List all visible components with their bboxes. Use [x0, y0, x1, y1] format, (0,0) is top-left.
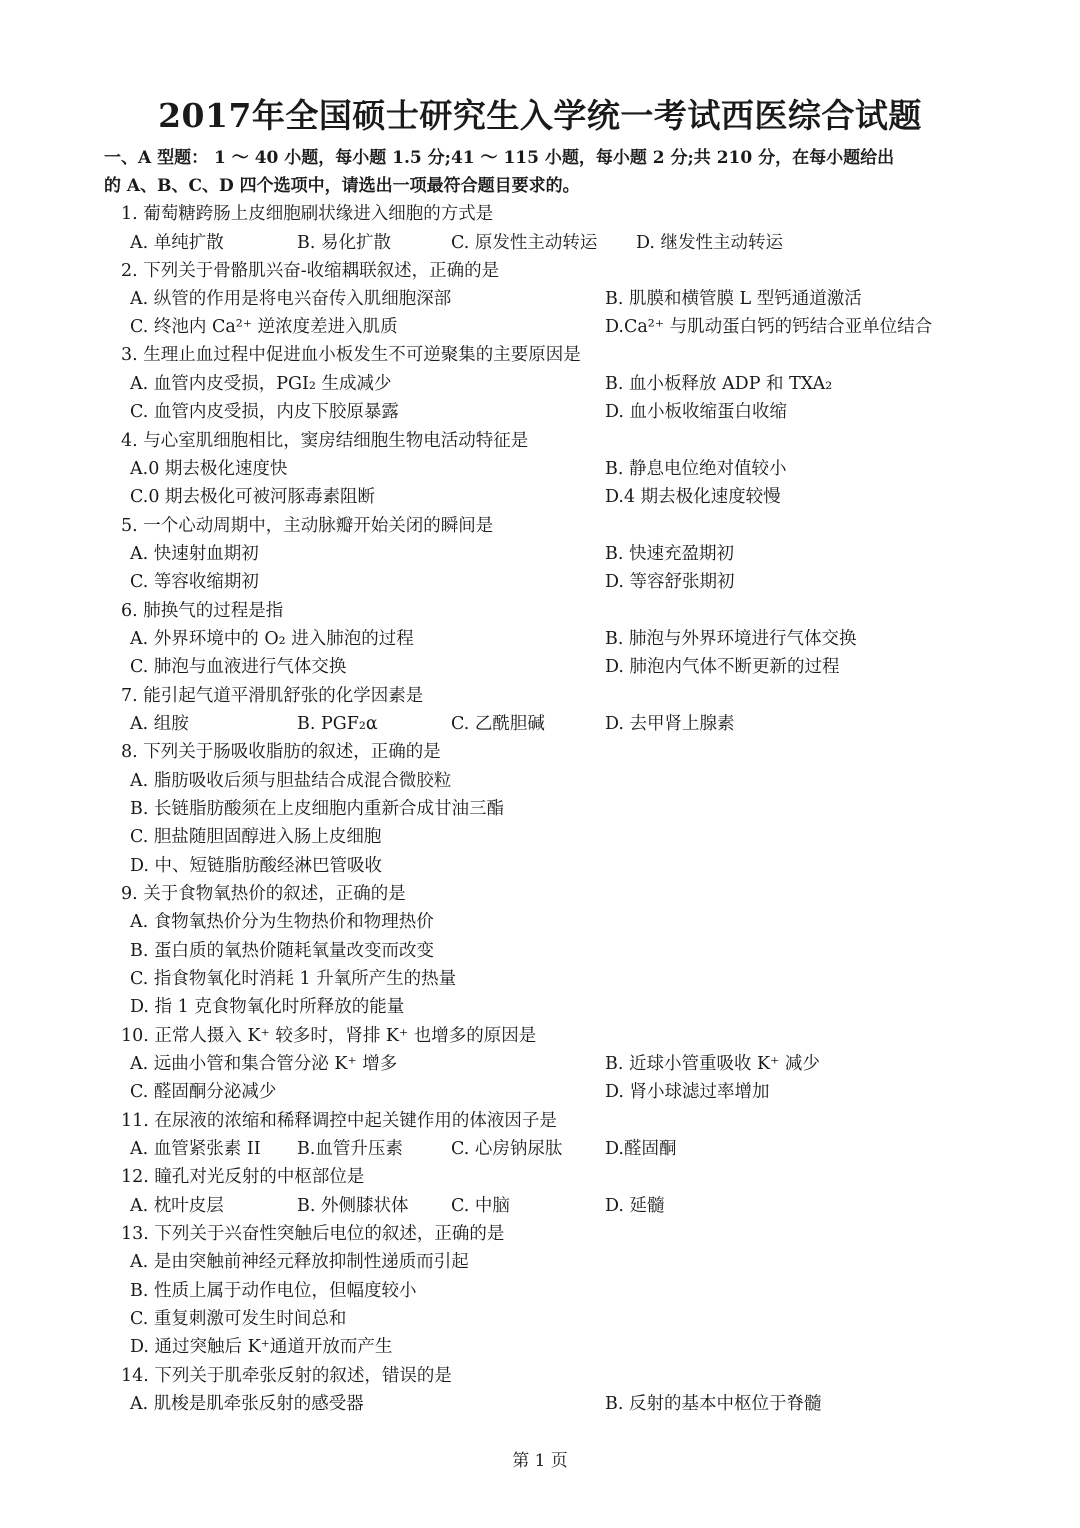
option-a: A. 脂肪吸收后须与胆盐结合成混合微胶粒: [130, 771, 452, 791]
option-b: B. 蛋白质的氧热价随耗氧量改变而改变: [130, 941, 434, 961]
question-stem: 9. 关于食物氧热价的叙述，正确的是: [121, 884, 406, 904]
option-c: C. 肺泡与血液进行气体交换: [130, 657, 347, 677]
option-d: D. 肺泡内气体不断更新的过程: [605, 657, 840, 677]
option-a: A. 单纯扩散: [130, 233, 224, 253]
question-stem: 3. 生理止血过程中促进血小板发生不可逆聚集的主要原因是: [121, 345, 581, 365]
option-b: B.血管升压素: [297, 1139, 403, 1159]
option-c: C. 血管内皮受损，内皮下胶原暴露: [130, 402, 399, 422]
option-c: C. 乙酰胆碱: [451, 714, 545, 734]
option-c: C.0 期去极化可被河豚毒素阻断: [130, 487, 376, 507]
section-instruction-line-1: 一、A 型题： 1 ～ 40 小题，每小题 1.5 分;41 ～ 115 小题，每小题 2 分;共 210 分，在每小题给出: [104, 148, 895, 168]
option-a: A. 外界环境中的 O₂ 进入肺泡的过程: [130, 629, 414, 649]
option-b: B. 肌膜和横管膜 L 型钙通道激活: [605, 289, 862, 309]
option-b: B. 近球小管重吸收 K⁺ 减少: [605, 1054, 820, 1074]
option-a: A. 肌梭是肌牵张反射的感受器: [130, 1394, 364, 1414]
option-c: C. 醛固酮分泌减少: [130, 1082, 277, 1102]
question-stem: 12. 瞳孔对光反射的中枢部位是: [121, 1167, 365, 1187]
option-a: A. 食物氧热价分为生物热价和物理热价: [130, 912, 434, 932]
question-stem: 13. 下列关于兴奋性突触后电位的叙述，正确的是: [121, 1224, 505, 1244]
question-stem: 4. 与心室肌细胞相比，窦房结细胞生物电活动特征是: [121, 431, 529, 451]
option-a: A. 枕叶皮层: [130, 1196, 224, 1216]
question-stem: 1. 葡萄糖跨肠上皮细胞刷状缘进入细胞的方式是: [121, 204, 494, 224]
option-a: A.0 期去极化速度快: [130, 459, 288, 479]
question-stem: 2. 下列关于骨骼肌兴奋-收缩耦联叙述，正确的是: [121, 261, 500, 281]
option-b: B. 快速充盈期初: [605, 544, 734, 564]
option-d: D. 继发性主动转运: [636, 233, 784, 253]
option-a: A. 远曲小管和集合管分泌 K⁺ 增多: [130, 1054, 398, 1074]
option-d: D. 去甲肾上腺素: [605, 714, 735, 734]
option-d: D. 肾小球滤过率增加: [605, 1082, 770, 1102]
option-d: D. 中、短链脂肪酸经淋巴管吸收: [130, 856, 383, 876]
page-number: 第 1 页: [512, 1451, 568, 1471]
option-a: A. 是由突触前神经元释放抑制性递质而引起: [130, 1252, 469, 1272]
question-stem: 5. 一个心动周期中，主动脉瓣开始关闭的瞬间是: [121, 516, 494, 536]
option-d: D. 指 1 克食物氧化时所释放的能量: [130, 997, 405, 1017]
option-b: B. 反射的基本中枢位于脊髓: [605, 1394, 822, 1414]
page-title: 2017年全国硕士研究生入学统一考试西医综合试题: [158, 96, 922, 135]
option-c: C. 心房钠尿肽: [451, 1139, 563, 1159]
option-c: C. 指食物氧化时消耗 1 升氧所产生的热量: [130, 969, 457, 989]
question-stem: 7. 能引起气道平滑肌舒张的化学因素是: [121, 686, 424, 706]
option-b: B. 静息电位绝对值较小: [605, 459, 787, 479]
question-stem: 6. 肺换气的过程是指: [121, 601, 284, 621]
option-a: A. 组胺: [130, 714, 189, 734]
option-d: D. 通过突触后 K⁺通道开放而产生: [130, 1337, 393, 1357]
option-d: D. 延髓: [605, 1196, 665, 1216]
option-d: D. 等容舒张期初: [605, 572, 735, 592]
option-a: A. 血管紧张素 II: [130, 1139, 261, 1159]
question-stem: 8. 下列关于肠吸收脂肪的叙述，正确的是: [121, 742, 441, 762]
option-c: C. 等容收缩期初: [130, 572, 259, 592]
option-a: A. 血管内皮受损，PGI₂ 生成减少: [130, 374, 392, 394]
question-stem: 14. 下列关于肌牵张反射的叙述，错误的是: [121, 1366, 452, 1386]
option-d: D.4 期去极化速度较慢: [605, 487, 781, 507]
option-b: B. 血小板释放 ADP 和 TXA₂: [605, 374, 833, 394]
option-d: D.Ca²⁺ 与肌动蛋白钙的钙结合亚单位结合: [605, 317, 933, 337]
option-b: B. 外侧膝状体: [297, 1196, 409, 1216]
option-b: B. 肺泡与外界环境进行气体交换: [605, 629, 857, 649]
section-instruction-line-2: 的 A、B、C、D 四个选项中，请选出一项最符合题目要求的。: [104, 176, 580, 196]
option-d: D. 血小板收缩蛋白收缩: [605, 402, 788, 422]
option-d: D.醛固酮: [605, 1139, 677, 1159]
option-a: A. 快速射血期初: [130, 544, 259, 564]
option-b: B. 长链脂肪酸须在上皮细胞内重新合成甘油三酯: [130, 799, 504, 819]
option-c: C. 终池内 Ca²⁺ 逆浓度差进入肌质: [130, 317, 398, 337]
option-c: C. 原发性主动转运: [451, 233, 598, 253]
option-c: C. 胆盐随胆固醇进入肠上皮细胞: [130, 827, 382, 847]
question-stem: 11. 在尿液的浓缩和稀释调控中起关键作用的体液因子是: [121, 1111, 557, 1131]
option-a: A. 纵管的作用是将电兴奋传入肌细胞深部: [130, 289, 452, 309]
option-c: C. 中脑: [451, 1196, 510, 1216]
option-b: B. 易化扩散: [297, 233, 391, 253]
option-c: C. 重复刺激可发生时间总和: [130, 1309, 347, 1329]
option-b: B. 性质上属于动作电位，但幅度较小: [130, 1281, 417, 1301]
question-stem: 10. 正常人摄入 K⁺ 较多时，肾排 K⁺ 也增多的原因是: [121, 1026, 537, 1046]
option-b: B. PGF₂α: [297, 714, 378, 734]
